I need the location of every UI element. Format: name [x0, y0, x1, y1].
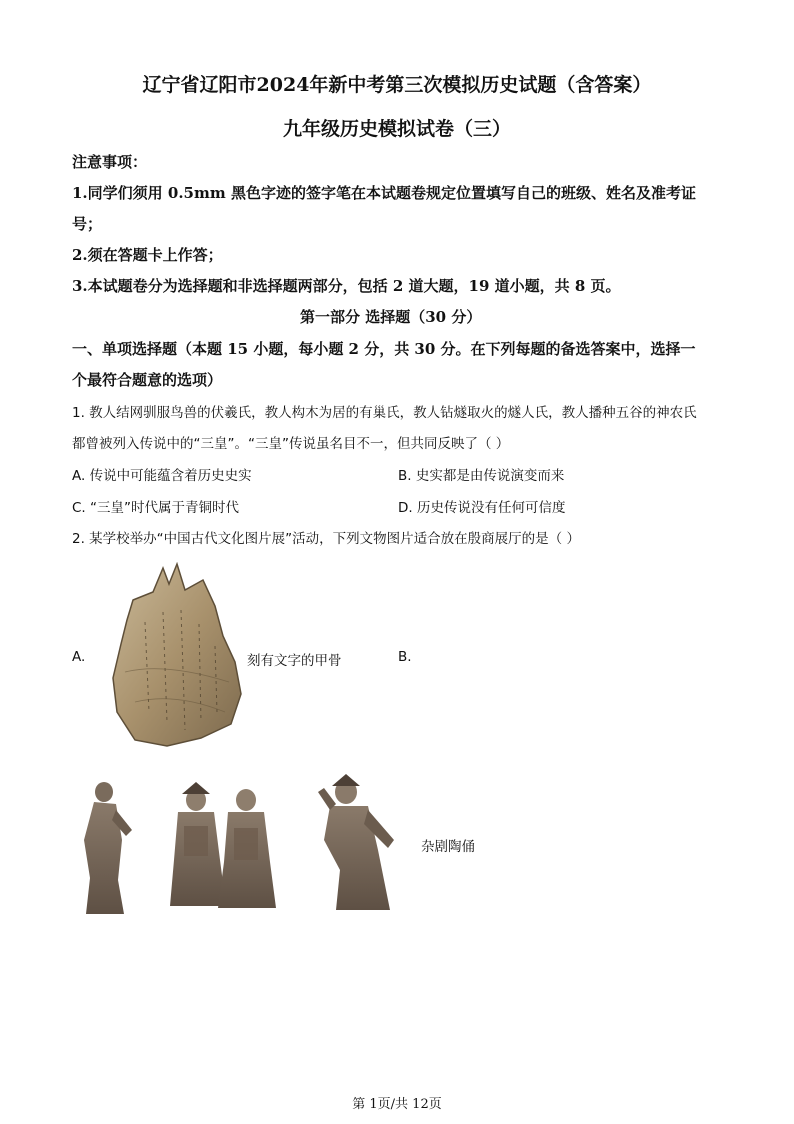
- notice-item-3: 3.本试题卷分为选择题和非选择题两部分，包括 2 道大题，19 道小题，共 8 页。: [72, 277, 621, 295]
- question-1-option-c: C. “三皇”时代属于青铜时代: [72, 500, 239, 516]
- question-1-stem-line-1: 1. 教人结网驯服鸟兽的伏羲氏，教人构木为居的有巢氏，教人钻燧取火的燧人氏，教人播种五谷的神农氏: [72, 405, 697, 421]
- question-2-stem: 2. 某学校举办“中国古代文化图片展”活动，下列文物图片适合放在殷商展厅的是（ ）: [72, 531, 580, 547]
- oracle-bone-image: [105, 562, 247, 750]
- question-1-stem-line-2: 都曾被列入传说中的“三皇”。“三皇”传说虽名目不一，但共同反映了（ ）: [72, 436, 510, 452]
- page-footer: 第 1页/共 12页: [352, 1097, 442, 1112]
- question-1-option-d: D. 历史传说没有任何可信度: [398, 500, 566, 516]
- question-1-option-b: B. 史实都是由传说演变而来: [398, 468, 565, 484]
- question-2-option-a-caption: 刻有文字的甲骨: [247, 653, 342, 669]
- notice-item-1-line-1: 1.同学们须用 0.5mm 黑色字迹的签字笔在本试题卷规定位置填写自己的班级、姓名及准考证: [72, 184, 696, 202]
- exam-subtitle: 九年级历史模拟试卷（三）: [282, 118, 511, 140]
- question-2-option-b-label: B.: [398, 649, 412, 665]
- section-instruction-line-1: 一、单项选择题（本题 15 小题，每小题 2 分，共 30 分。在下列每题的备选答案中，选择一: [72, 340, 696, 358]
- exam-title: 辽宁省辽阳市2024年新中考第三次模拟历史试题（含答案）: [142, 74, 652, 96]
- notice-item-1-line-2: 号；: [72, 215, 103, 233]
- notice-item-2: 2.须在答题卡上作答；: [72, 246, 223, 264]
- question-2-option-a-label: A.: [72, 649, 86, 665]
- question-1-option-a: A. 传说中可能蕴含着历史史实: [72, 468, 252, 484]
- question-2-option-b-caption: 杂剧陶俑: [421, 839, 475, 855]
- notice-heading: 注意事项：: [72, 153, 148, 171]
- zaju-figurines-image: [78, 770, 418, 920]
- part-one-heading: 第一部分 选择题（30 分）: [300, 308, 482, 326]
- section-instruction-line-2: 个最符合题意的选项）: [72, 371, 223, 389]
